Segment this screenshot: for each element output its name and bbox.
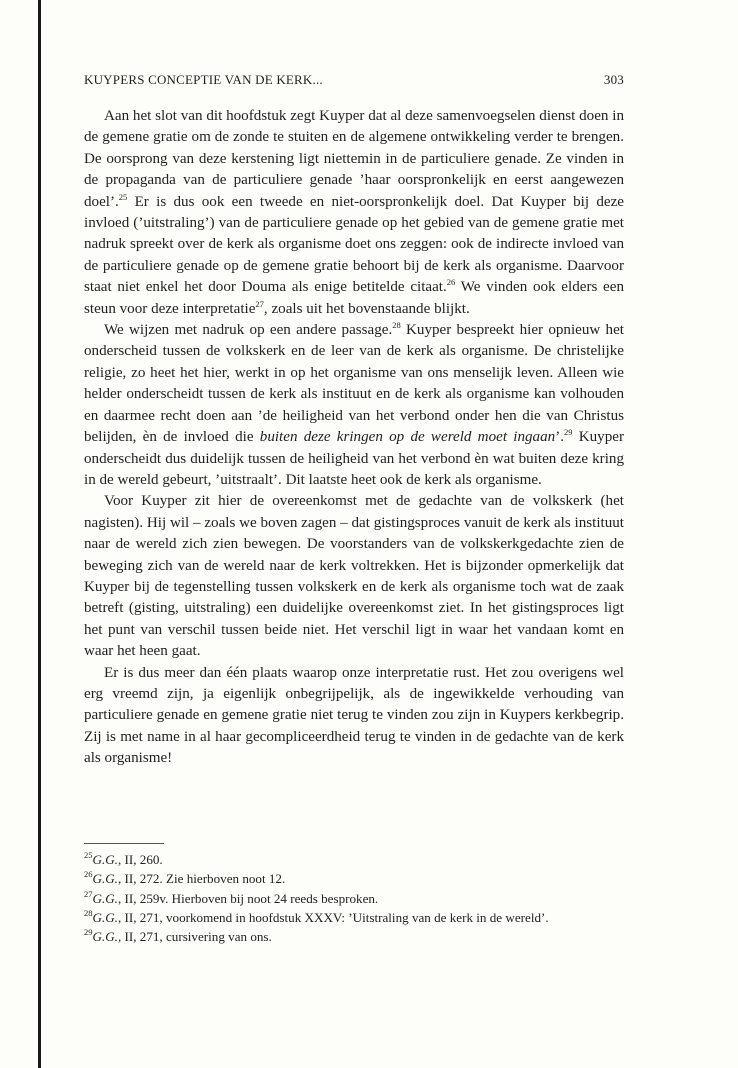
- paragraph-text: Er is dus meer dan één plaats waarop onze interpretatie rust. Het zou overigens wel erg vreemd zijn, ja eigenlijk onbegrijpelijk, als de ingewikkelde verhouding van particuliere genade en gemene gratie niet terug te vinden zou zijn in Kuypers kerkbegrip. Zij is met name in al haar gecompliceerdheid terug te vinden in de gedachte van de kerk als organisme!: [84, 664, 624, 767]
- paragraph-text: We wijzen met nadruk op een andere passage.: [104, 322, 393, 339]
- footnote-number: 28: [84, 907, 93, 918]
- footnote-reference: 28: [392, 320, 401, 331]
- page-number: 303: [603, 72, 624, 87]
- paragraph-text: Voor Kuyper zit hier de overeenkomst met de gedachte van de volkskerk (het nagisten). Hij wil – zoals we boven zagen – dat gistingsproces vanuit de kerk als instituut naar de wereld zich zien bewegen. De voorstanders van de volkskerkgedachte zien de beweging zich van de wereld naar de kerk voltrekken. Het is bijzonder opmerkelijk dat Kuyper bij de tegenstelling tussen volkskerk en de kerk als organisme toch wat de zaak betreft (gisting, uitstraling) een duidelijke overeenkomst ziet. In het gistingsproces ligt het punt van verschil tussen beide niet. Het verschil ligt in waar het vandaan komt en waar het heen gaat.: [84, 493, 624, 660]
- paragraph-text: , zoals uit het bovenstaande blijkt.: [263, 300, 470, 317]
- paragraph-text: Kuyper bespreekt hier opnieuw het onderscheid tussen de volkskerk en de leer van de kerk als organisme. De christelijke religie, zo heet het hier, werkt in op het organisme van ons menselijk leven. Alleen wie helder onderscheidt tussen de kerk als instituut en de kerk als organisme kan volhouden en daarmee recht doen aan ’de heiligheid van het verbond onder hen die van Christus belijden, èn de invloed die: [84, 322, 624, 446]
- footnote-reference: 29: [564, 427, 573, 438]
- paragraph: [84, 491, 624, 662]
- footnote-number: 27: [84, 888, 93, 899]
- footnotes: [84, 850, 644, 946]
- footnote-text: , II, 271, cursivering van ons.: [117, 929, 272, 945]
- footnote-reference: 25: [118, 191, 128, 202]
- paragraph-text: ’.: [555, 429, 564, 446]
- footnote-reference: 27: [255, 298, 264, 309]
- paragraph-text: Er is dus ook een tweede en niet-oorspronkelijk doel. Dat Kuyper bij deze invloed (’uitstraling’) van de particuliere genade op het gebied van de gemene gratie met nadruk spreekt over de kerk als organisme doet ons zeggen: ook de indirecte invloed van de particuliere genade op de gemene gratie behoort bij de kerk als organisme. Daarvoor staat niet enkel het door Douma als enige betitelde citaat.: [84, 193, 624, 296]
- footnote-source: G.G.: [92, 929, 118, 945]
- book-spine-edge: [38, 0, 41, 1068]
- italic-quote: buiten deze kringen op de wereld moet ingaan: [259, 429, 556, 446]
- footnote-text: , II, 271, voorkomend in hoofdstuk XXXV: ’Uitstraling van de kerk in de wereld’.: [117, 909, 549, 925]
- footnote: [84, 889, 644, 908]
- footnote-source: G.G.: [92, 871, 118, 887]
- footnote-number: 29: [84, 927, 93, 938]
- footnote-text: , II, 272. Zie hierboven noot 12.: [117, 871, 286, 887]
- footnote: [84, 908, 644, 927]
- running-head-title: KUYPERS CONCEPTIE VAN DE KERK...: [84, 72, 323, 87]
- footnote-source: G.G.: [92, 909, 118, 925]
- footnote: [84, 927, 644, 946]
- footnote-separator: [84, 843, 164, 844]
- body-text: [84, 106, 624, 770]
- footnote: [84, 869, 644, 888]
- paragraph-text: Aan het slot van dit hoofdstuk zegt Kuyper dat al deze samenvoegselen dienst doen in de gemene gratie om de zonde te stuiten en de algemene ontwikkeling verder te brengen. De oorsprong van deze kerstening ligt niettemin in de particuliere genade. Ze vinden in de propaganda van de particuliere genade ’haar oorspronkelijk en eerst aangewezen doel’.: [84, 108, 624, 210]
- footnote-reference: 26: [446, 277, 456, 288]
- footnote-source: G.G.: [92, 852, 118, 867]
- paragraph: [84, 663, 624, 770]
- footnote: [84, 850, 644, 869]
- footnote-number: 25: [84, 850, 93, 860]
- paragraph: [84, 106, 624, 320]
- paragraph-text: Kuyper onderscheidt dus duidelijk tussen de heiligheid van het verbond èn wat buiten deze kring in de wereld gebeurt, ’uitstraalt’. Dit laatste heet ook de kerk als organisme.: [84, 429, 624, 488]
- footnote-source: G.G.: [92, 890, 118, 906]
- footnote-text: , II, 260.: [117, 852, 163, 867]
- footnote-number: 26: [84, 869, 93, 880]
- paragraph: [84, 320, 624, 491]
- paragraph-text: We vinden ook elders een steun voor deze interpretatie: [84, 279, 624, 317]
- footnote-text: , II, 259v. Hierboven bij noot 24 reeds besproken.: [117, 890, 379, 906]
